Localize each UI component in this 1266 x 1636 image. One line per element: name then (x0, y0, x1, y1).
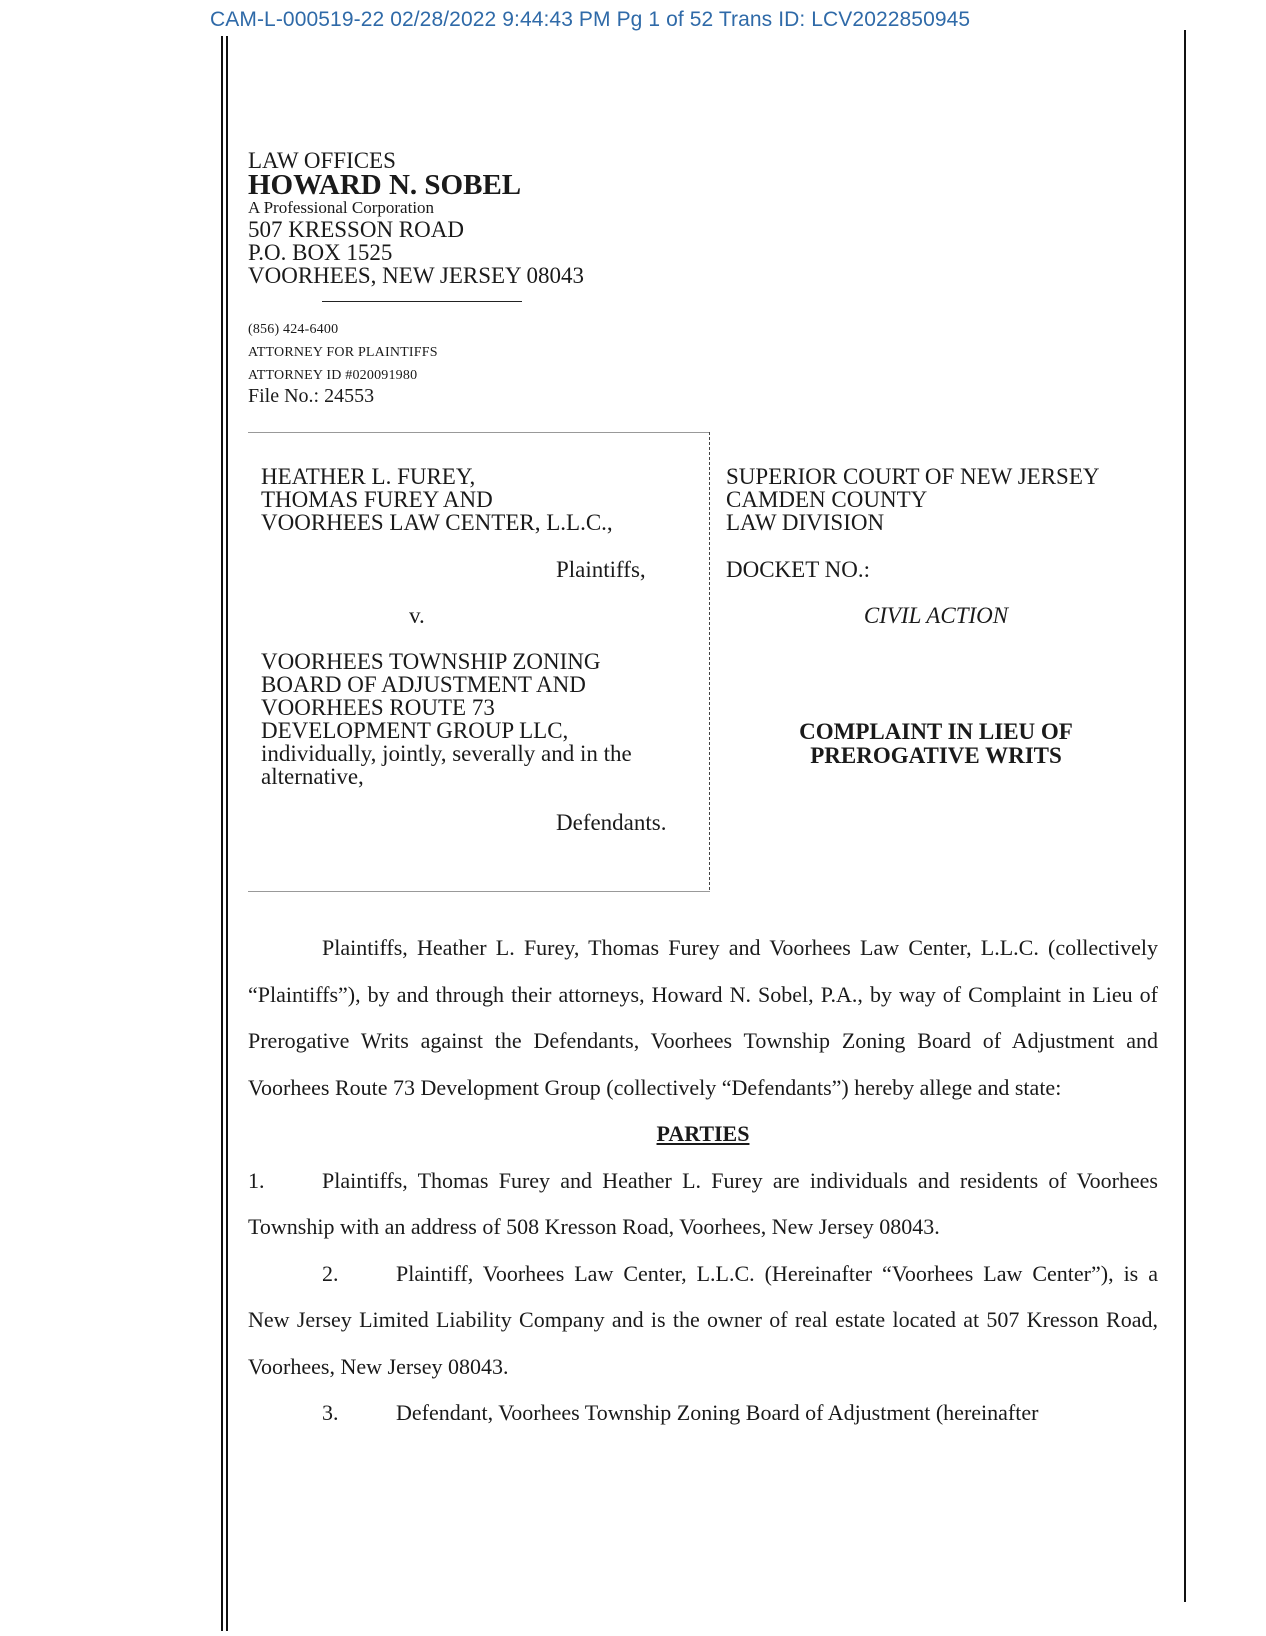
plaintiffs-label: Plaintiffs, (556, 557, 646, 582)
file-number: File No.: 24553 (248, 385, 375, 407)
po-box: P.O. BOX 1525 (248, 240, 393, 265)
numbered-paragraph (248, 1251, 1158, 1391)
defendant-line: individually, jointly, severally and in the (261, 741, 632, 766)
paragraph-text: Plaintiff, Voorhees Law Center, L.L.C. (Hereinafter “Voorhees Law Center”), is a New Jersey Limited Liability Company and is the owner of real estate located at 507 Kresson Road, Voorhees, New Jersey 08043. (248, 1260, 1158, 1379)
defendant-line: BOARD OF ADJUSTMENT AND (261, 672, 586, 697)
letterhead-divider (322, 301, 522, 302)
numbered-paragraph (248, 1390, 1158, 1437)
paragraph-number: 3. (322, 1400, 339, 1425)
city-state-zip: VOORHEES, NEW JERSEY 08043 (248, 263, 585, 288)
defendant-line: alternative, (261, 764, 364, 789)
phone-number: (856) 424-6400 (248, 322, 339, 337)
plaintiff-line: HEATHER L. FUREY, (261, 464, 476, 489)
filing-stamp: CAM-L-000519-22 02/28/2022 9:44:43 PM Pg 1 of 52 Trans ID: LCV2022850945 (210, 8, 971, 31)
docket-number: DOCKET NO.: (726, 557, 870, 582)
attorney-id: ATTORNEY ID #020091980 (248, 368, 418, 383)
section-heading-parties: PARTIES (656, 1121, 750, 1146)
court-name (726, 465, 1100, 534)
defendant-line: VOORHEES TOWNSHIP ZONING (261, 649, 601, 674)
plaintiff-line: VOORHEES LAW CENTER, L.L.C., (261, 510, 613, 535)
defendant-names (261, 650, 632, 788)
right-margin-rule (1184, 30, 1186, 1602)
numbered-paragraph (248, 1158, 1158, 1251)
court-line: CAMDEN COUNTY (726, 487, 928, 512)
caption-divider (709, 432, 710, 890)
letterhead (248, 150, 584, 287)
defendant-line: VOORHEES ROUTE 73 (261, 695, 495, 720)
attorney-info (248, 318, 438, 387)
complaint-title (726, 720, 1146, 768)
civil-action-label: CIVIL ACTION (863, 603, 1009, 628)
corporation-label: A Professional Corporation (248, 198, 435, 217)
firm-name: HOWARD N. SOBEL (248, 169, 522, 201)
intro-paragraph: Plaintiffs, Heather L. Furey, Thomas Furey and Voorhees Law Center, L.L.C. (collectively “Plaintiffs”), by and through their attorneys, Howard N. Sobel, P.A., by way of Complaint in Lieu of Prerogative Writs against the Defendants, Voorhees Township Zoning Board of Adjustment and Voorhees Route 73 Development Group (collectively “Defendants”) hereby allege and state: (248, 935, 1158, 1100)
law-offices-label: LAW OFFICES (248, 148, 396, 173)
versus-label: v. (409, 603, 425, 628)
defendants-label: Defendants. (556, 810, 667, 835)
street-address: 507 KRESSON ROAD (248, 217, 464, 242)
defendant-line: DEVELOPMENT GROUP LLC, (261, 718, 569, 743)
paragraph-text: Defendant, Voorhees Township Zoning Board of Adjustment (hereinafter (396, 1400, 1039, 1425)
paragraph-number: 1. (248, 1167, 265, 1193)
complaint-body (248, 925, 1158, 1437)
plaintiff-names (261, 465, 613, 534)
court-line: LAW DIVISION (726, 510, 885, 535)
left-margin-rule (221, 36, 223, 1631)
paragraph-text: Plaintiffs, Thomas Furey and Heather L. Furey are individuals and residents of Voorhees Township with an address of 508 Kresson Road, Voorhees, New Jersey 08043. (248, 1167, 1158, 1239)
title-line: PREROGATIVE WRITS (810, 743, 1062, 768)
title-line: COMPLAINT IN LIEU OF (799, 719, 1073, 744)
left-margin-rule-inner (226, 36, 228, 1631)
attorney-role: ATTORNEY FOR PLAINTIFFS (248, 345, 438, 360)
paragraph-number: 2. (322, 1260, 339, 1286)
court-line: SUPERIOR COURT OF NEW JERSEY (726, 464, 1100, 489)
plaintiff-line: THOMAS FUREY AND (261, 487, 493, 512)
